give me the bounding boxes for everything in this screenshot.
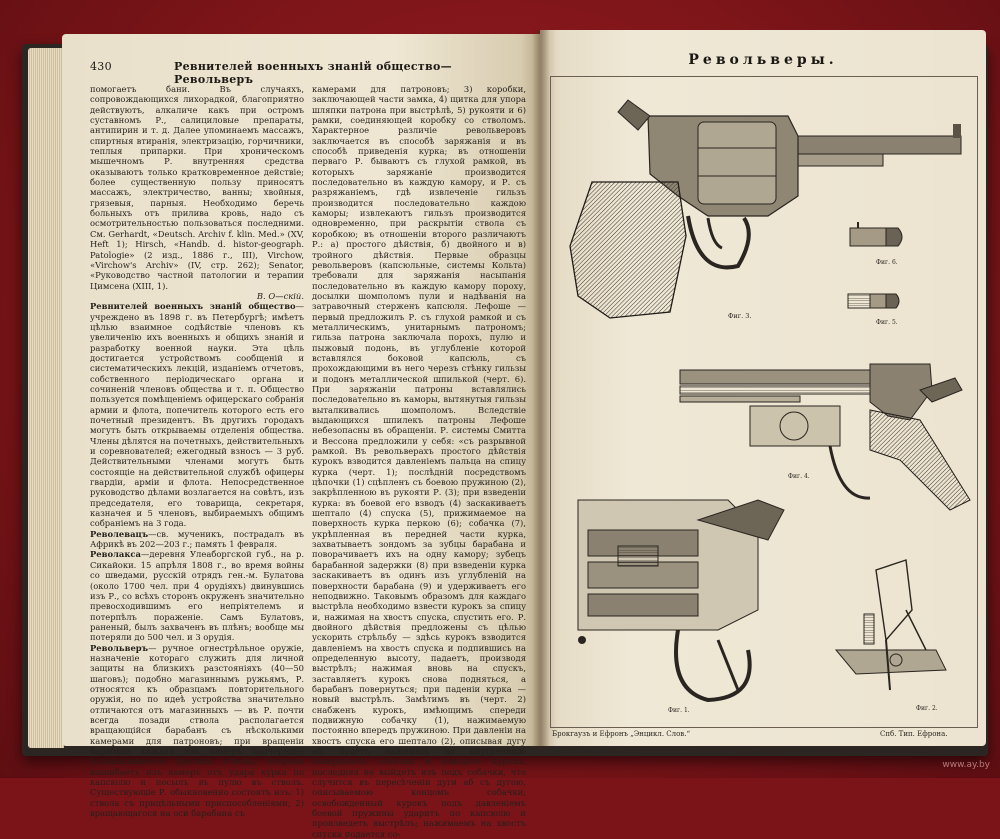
fig2-label: Фиг. 2.: [916, 705, 938, 712]
running-head-title: Ревнителей военныхъ знаній общество—Револьверъ: [174, 60, 452, 86]
entry-body: —деревня Улеаборгской губ., на р. Сикайоки. 15 апрѣля 1808 г., во время войны со шведами, русскій отрядъ ген.-м. Булатова (около 1700 чел. при 4 орудіяхъ) двинувшись изъ Р., со всѣхъ сторонъ окруженъ значительно превосходившимъ его непріятелемъ и потерпѣлъ пораженіе. Самъ Булатовъ, раненый, былъ захваченъ въ плѣнъ; вообще мы потеряли до 500 чел. и 3 орудія.: [90, 549, 304, 643]
cartridge-fig6-illustration: [840, 220, 930, 270]
paragraph: камерами для патроновъ; 3) коробки, заключающей части замка, 4) щитка для упора шляпки патрона при выстрѣлѣ, 5) рукояти и 6) рамки, соединяющей коробку со стволомъ. Характерное различіе револьверовъ заключается въ способѣ заряжанія и въ способѣ приведенія курка; въ отношеніи перваго Р. бываютъ съ глухой рамкой, въ которыхъ заряжаніе производится последовательно въ каждую камору, и Р. съ разряжаніемъ, гдѣ извлеченіе гильзъ производится последовательно каждою каморы; извлекаютъ гильзъ производится одновременно, при раскрытіи ствола съ коробкою; въ отношеніи второго различаютъ Р.: а) простого дѣйствія, б) двойного и в) тройного дѣйствія. Первые образцы револьверовъ (капсюльные, системы Кольта) требовали для заряжанія насыпанія последовательно въ каждую камору пороху, досылки шомполомъ пули и надѣванія на затравочный стерженъ капсюля. Лефоше — первый предложилъ Р. съ глухой рамкой и съ металлическимъ, унитарнымъ патрономъ; гильза патрона заключала порохъ, пулю и пыжовый подонь, въ углубленіе которой вставлялся боковой капсюль, съ прохождающими въ него черезъ стѣнку гильзы и подонъ металлической шпилькой (черт. 6). При заряжаніи патроны вставлялись последовательно въ каморы, вытянутыя гильзы выталкивались шомполомъ. Вследствіе выдающихся шпилекъ патроны Лефоше небезопасны въ обращеніи. Р. системы Смитта и Вессона предложили у себя: «съ разрывной рамкой. Въ револьверахъ простого дѣйствія курокъ взводится давленіемъ пальца на спицу курка (черт. 1); послѣдній посредствомъ цѣпочки (1) сцѣпленъ съ боевою пружиною (2), закрѣпленною въ рукояти Р. (3); при взведеніи курка: въ боевой его взводъ (4) заскакиваетъ шептало (4) спуска (5), прижимаемое на поверхность курка перкою (6); собачка (7), укрѣпленная въ передней части курка, захватываетъ зондомъ за зубцы барабана и поворачиваетъ ихъ на одну камору; зубецъ барабанной задержки (8) при взведеніи курка заскакиваетъ въ одинъ изъ углубленій на поверхности барабана (9) и удерживаетъ его неподвижно. Таковымъ образомъ для каждаго выстрѣла необходимо взвести курокъ за спицу и, нажимая на хвостъ спуска, спустить его. Р. двойного дѣйствія предложены съ цѣлью ускорить стрѣльбу — здѣсь курокъ взводится давленіемъ на хвостъ спуска и подпившись на определенную высоту, падаетъ, производя выстрѣлъ; нажимая вновь на спускъ, заставляетъ курокъ снова подняться, а барабанъ повернуться; при паденіи курка — новый выстрѣлъ. Замѣтимъ въ (черт. 2) снабженъ курокъ, имѣющимъ спереди подвижную собачку (1), нажимаемую постоянно впередъ пружиною. При давленіи на хвостъ спуска его шептало (2), описывая дугу аб, будетъ нажимать на внутреннюю поверхность собачки и взводить курокъ, последняя не выйдетъ изъ подъ собачки, что случится въ пересѣченіи дуги аб съ дугою, описываемою концомъ собачки; освобожденный курокъ подъ давленіемъ боевой пружины ударитъ по капсюлю и произведетъ выстрѣлъ; нажимаемъ на хвостъ спуска подается со-: [312, 84, 526, 839]
cartridge-fig5-illustration: [840, 288, 930, 330]
headword: Ревнителей военныхъ знаній общество: [90, 301, 296, 312]
fig4-label: Фиг. 4.: [788, 473, 810, 480]
fig6-label: Фиг. 6.: [876, 259, 898, 266]
headword: Револьверъ: [90, 642, 149, 653]
watermark: www.ay.by: [942, 760, 990, 770]
author-signature: В. О—скій.: [256, 290, 304, 301]
headword: Револакса: [90, 549, 141, 560]
entry-body: —учреждено въ 1898 г. въ Петербургѣ; имѣетъ цѣлью взаимное содѣйствіе членовъ къ увеличенію ихъ военныхъ и общихъ знаній и разработку военной науки. Эта цѣль достигается устройствомъ сообщеній и систематическихъ лекцій, изданіемъ отчетовъ, собственного періодическаго органа и сочиненій членовъ общества и т. п. Общество пользуется помѣщеніемъ офицерскаго собранія армии и флота, попечитель которого есть его почетный президентъ. Въ другихъ городахъ могутъ быть открываемы отделенія общества. Члены дѣлятся на почетныхъ, действительныхъ и соревнователей; ежегодный взносъ — 3 руб. Действительными членами могутъ быть состоящіе на действительной службѣ офицеры гвардіи, арміи и флота. Непосредственное руководство дѣлами возлагается на совѣтъ, изъ председателя, его товарища, секретаря, казначея и 5 членовъ, выбираемыхъ общимъ собраніемъ на 3 года.: [90, 301, 304, 529]
fig5-label: Фиг. 5.: [876, 319, 898, 326]
left-page: [62, 34, 540, 839]
page-number: 430: [90, 60, 112, 73]
right-page-plate: [540, 30, 986, 746]
text-column-2: [312, 84, 526, 839]
headword: Револевацъ: [90, 528, 149, 539]
text-column-1: [90, 84, 304, 819]
mechanism-fig2-illustration: [816, 550, 966, 720]
paragraph: помогаетъ бани. Въ случаяхъ, сопровождающихся лихорадкой, благоприятно действуютъ, алкаличе какъ при остромъ суставномъ Р., салициловые препараты, антипирин и т. д. Далее упоминаемъ массажъ, спиртныя втиранія, электризацію, горчичники, теплыя припарки. При хроническомъ мышечномъ Р. внутренняя средства оказываютъ только кратковременное действіе; более существенную пользу приносятъ массажъ, электричество, ванны; хвойныя, грязевыя, парныя. Необходимо беречь больныхъ отъ прилива кровь, надо съ осмотрительностью пользоваться последними. См. Gerhardt, «Deutsch. Archiv f. klin. Med.» (XV, Heft 1); Hirsch, «Handb. d. histor-geograph. Patologie» (2 изд., 1886 г., III), Virchow, «Virchow's Archiv» (IV, стр. 262); Senator, «Руководство частной патологии и терапии Цимсена (XIII, 1).: [90, 84, 304, 291]
entry-body: —св. мученикъ, пострадалъ въ Африкѣ въ 202—203 г.; память 1 февраля.: [90, 528, 304, 550]
fig1-label: Фиг. 1.: [668, 707, 690, 714]
entry-body: — ручное огнестрѣльное оружіе, назначеніе котораго служить для личной защиты на близкихъ разстояніяхъ (40—50 шаговъ); подобно магазиннымъ ружьямъ, Р. относятся къ образцамъ повторительного оружія, но по идеѣ устройства значительно отличаются отъ магазинныхъ — въ Р. почти всегда позади ствола располагается вращающійся барабанъ съ нѣсколькими камерами для патроновъ; при вращеніи барабана каждая изъ камеръ поочередно устанавливается противъ ствола, патронъ вышибаетъ изъ камеръ отъ удара курка по капсюлю и посылъ въ пулю въ стволъ. Существующіе Р. обыкновенно состоятъ изъ: 1) ствола съ прицѣльными приспособленіями; 2) вращающагося на оси барабана съ: [90, 642, 304, 819]
fig3-label: Фиг. 3.: [728, 312, 752, 320]
plate-title: Револьверы.: [688, 52, 838, 68]
footer-publisher: Брокгаузъ и Ефронъ „Энцикл. Слов.“: [552, 730, 691, 738]
revolver-fig1-cutaway: [558, 490, 798, 720]
footer-printer: Спб. Тип. Ефрона.: [880, 730, 948, 738]
page-edges: [28, 48, 64, 748]
running-head: [90, 60, 520, 86]
